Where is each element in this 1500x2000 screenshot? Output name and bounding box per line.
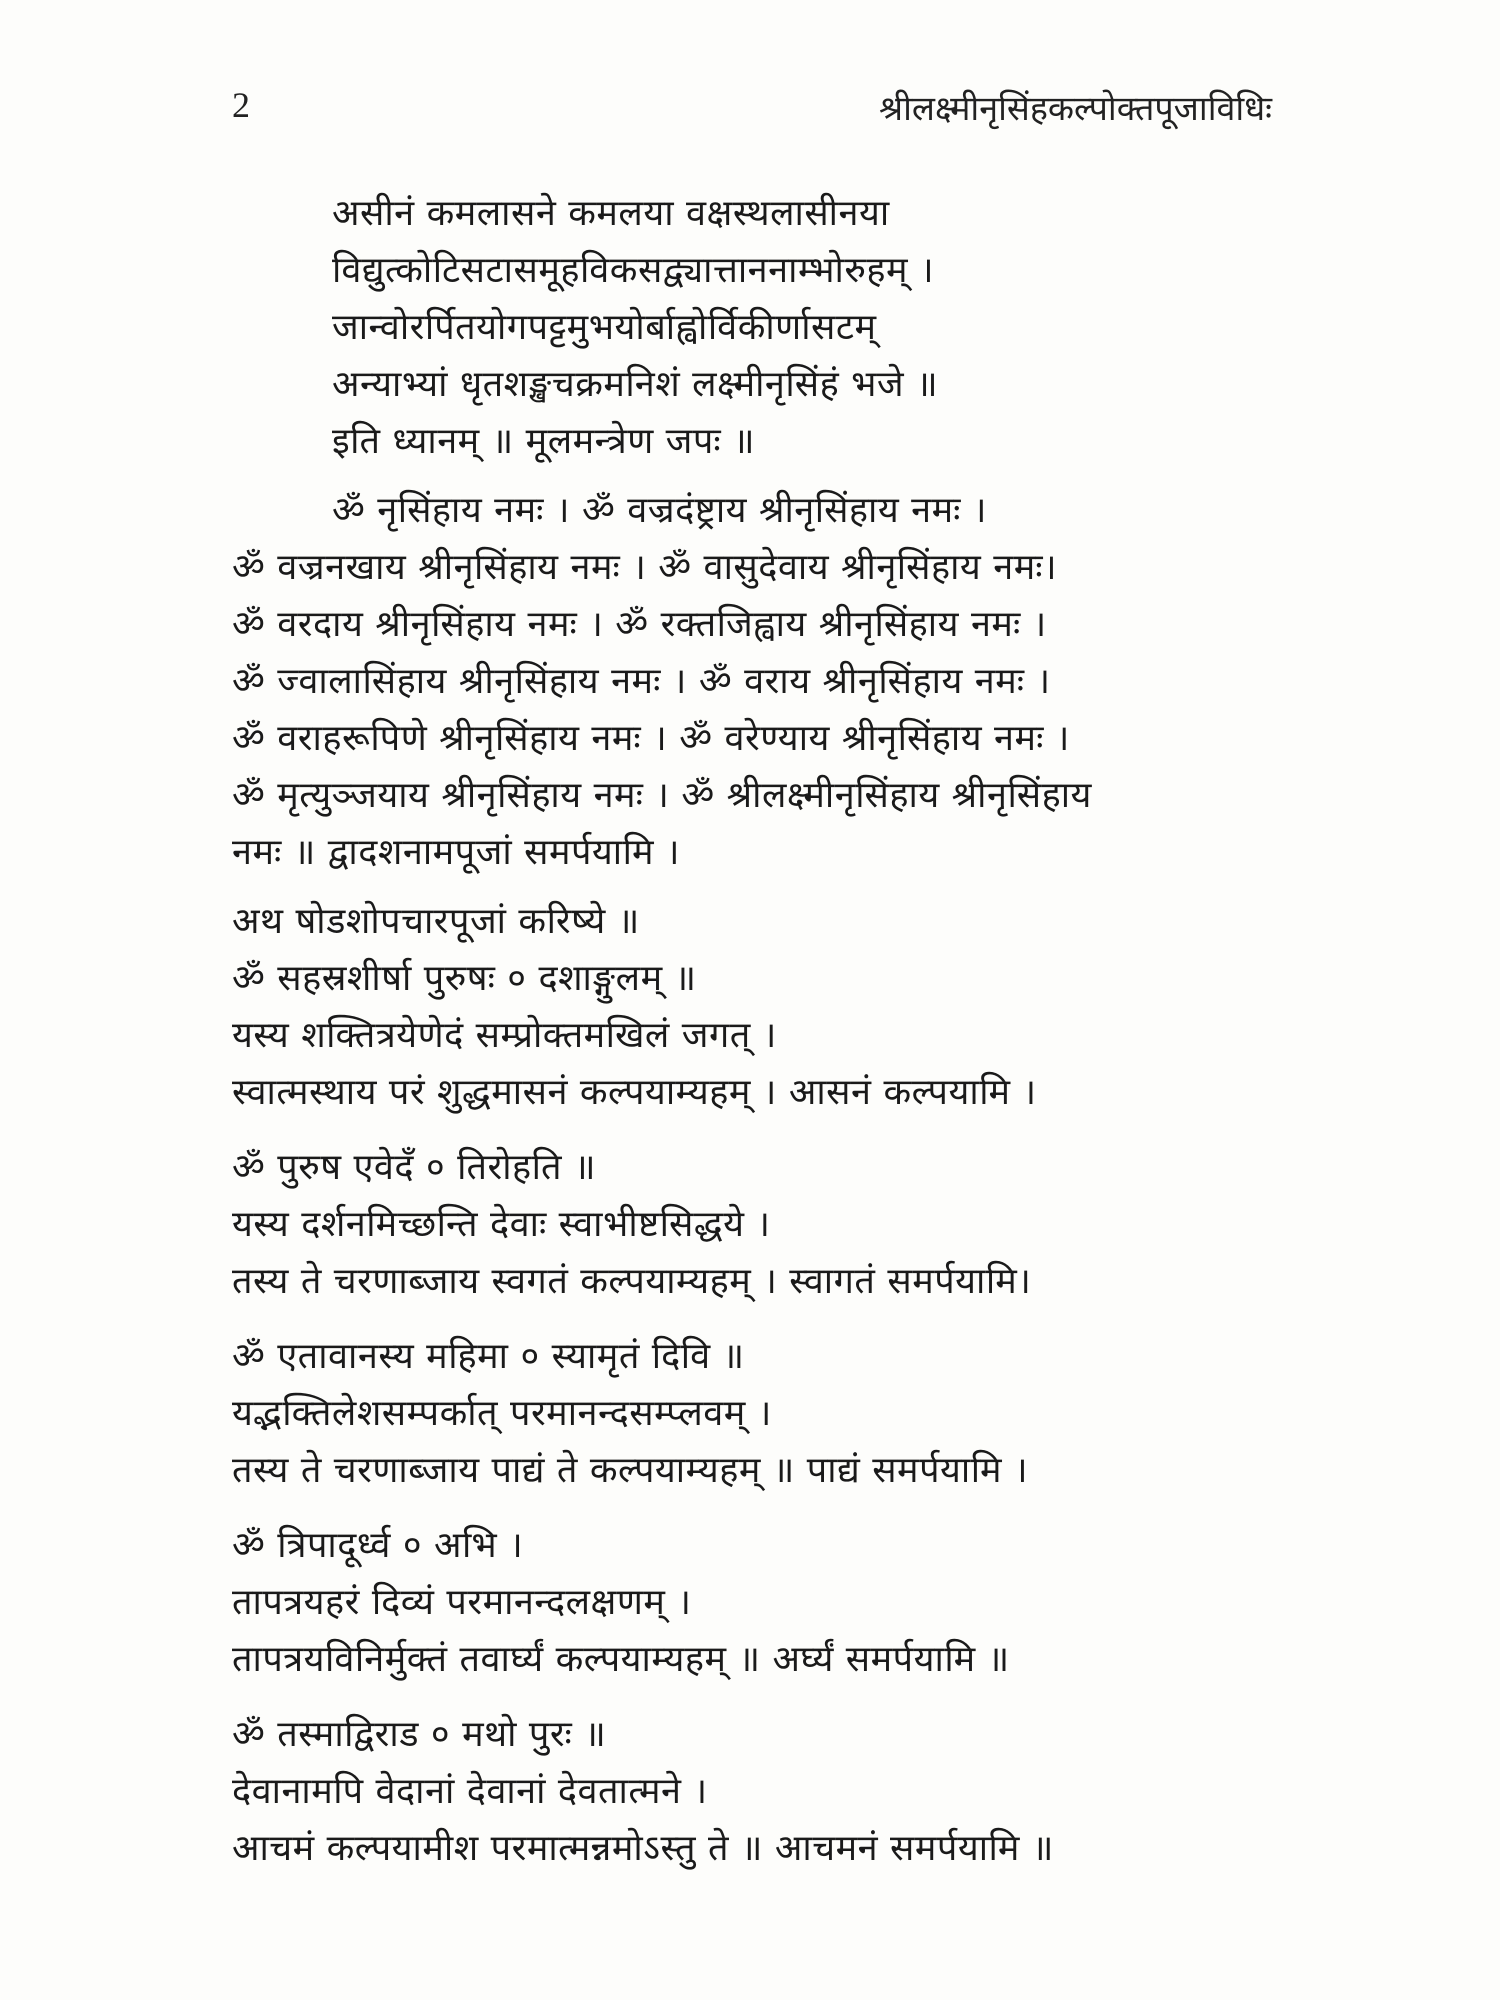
page-number: 2 [232, 85, 250, 125]
achamanam-section [232, 1706, 1292, 1877]
asanam-section [232, 893, 1292, 1121]
text-line: ॐ नृसिंहाय नमः । ॐ वज्रदंष्ट्राय श्रीनृसिंहाय नमः । [332, 490, 988, 531]
text-line: तापत्रयहरं दिव्यं परमानन्दलक्षणम् । [232, 1582, 692, 1623]
text-line: स्वात्मस्थाय परं शुद्धमासनं कल्पयाम्यहम् । आसनं कल्पयामि । [232, 1072, 1037, 1113]
text-line: अन्याभ्यां धृतशङ्खचक्रमनिशं लक्ष्मीनृसिंहं भजे ॥ [332, 364, 939, 405]
text-line: ॐ तस्माद्विराड ० मथो पुरः ॥ [232, 1714, 607, 1755]
text-line: आचमं कल्पयामीश परमात्मन्नमोऽस्तु ते ॥ आचमनं समर्पयामि ॥ [232, 1828, 1054, 1869]
text-line: अथ षोडशोपचारपूजां करिष्ये ॥ [232, 901, 640, 942]
text-line: तस्य ते चरणाब्जाय स्वगतं कल्पयाम्यहम् । स्वागतं समर्पयामि। [232, 1261, 1032, 1302]
text-line: नमः ॥ द्वादशनामपूजां समर्पयामि । [232, 832, 681, 873]
dhyana-verse [232, 185, 1292, 470]
text-line: ॐ वरदाय श्रीनृसिंहाय नमः । ॐ रक्तजिह्वाय श्रीनृसिंहाय नमः । [232, 604, 1047, 645]
text-line: असीनं कमलासने कमलया वक्षस्थलासीनया [332, 193, 890, 234]
svagatam-section [232, 1139, 1292, 1310]
text-line: ॐ पुरुष एवेदँ ० तिरोहति ॥ [232, 1147, 597, 1188]
text-line: तस्य ते चरणाब्जाय पाद्यं ते कल्पयाम्यहम् ॥ पाद्यं समर्पयामि । [232, 1450, 1029, 1491]
page-body [232, 185, 1292, 1877]
text-line: ॐ त्रिपादूर्ध्व ० अभि । [232, 1525, 524, 1566]
text-line: ॐ एतावानस्य महिमा ० स्यामृतं दिवि ॥ [232, 1336, 745, 1377]
text-line: यस्य दर्शनमिच्छन्ति देवाः स्वाभीष्टसिद्धये । [232, 1204, 771, 1245]
text-line: ॐ सहस्रशीर्षा पुरुषः ० दशाङ्गुलम् ॥ [232, 958, 697, 999]
text-line: ॐ वज्रनखाय श्रीनृसिंहाय नमः । ॐ वासुदेवाय श्रीनृसिंहाय नमः। [232, 547, 1058, 588]
text-line: ॐ मृत्युञ्जयाय श्रीनृसिंहाय नमः । ॐ श्रीलक्ष्मीनृसिंहाय श्रीनृसिंहाय [232, 775, 1092, 816]
text-line: ॐ वराहरूपिणे श्रीनृसिंहाय नमः । ॐ वरेण्याय श्रीनृसिंहाय नमः । [232, 718, 1070, 759]
arghyam-section [232, 1517, 1292, 1688]
text-line: विद्युत्कोटिसटासमूहविकसद्व्यात्ताननाम्भोरुहम् । [332, 250, 935, 291]
namavali-section [232, 482, 1292, 881]
text-line: जान्वोरर्पितयोगपट्टमुभयोर्बाह्वोर्विकीर्णासटम् [332, 307, 877, 348]
text-line: ॐ ज्वालासिंहाय श्रीनृसिंहाय नमः । ॐ वराय श्रीनृसिंहाय नमः । [232, 661, 1051, 702]
text-line: इति ध्यानम् ॥ मूलमन्त्रेण जपः ॥ [332, 421, 756, 462]
text-line: यस्य शक्तित्रयेणेदं सम्प्रोक्तमखिलं जगत् । [232, 1015, 777, 1056]
text-line: तापत्रयविनिर्मुक्तं तवार्घ्यं कल्पयाम्यहम् ॥ अर्घ्यं समर्पयामि ॥ [232, 1639, 1010, 1680]
running-title: श्रीलक्ष्मीनृसिंहकल्पोक्तपूजाविधिः [879, 89, 1272, 129]
text-line: देवानामपि वेदानां देवानां देवतात्मने । [232, 1771, 708, 1812]
padyam-section [232, 1328, 1292, 1499]
text-line: यद्भक्तिलेशसम्पर्कात् परमानन्दसम्प्लवम् । [232, 1393, 772, 1434]
